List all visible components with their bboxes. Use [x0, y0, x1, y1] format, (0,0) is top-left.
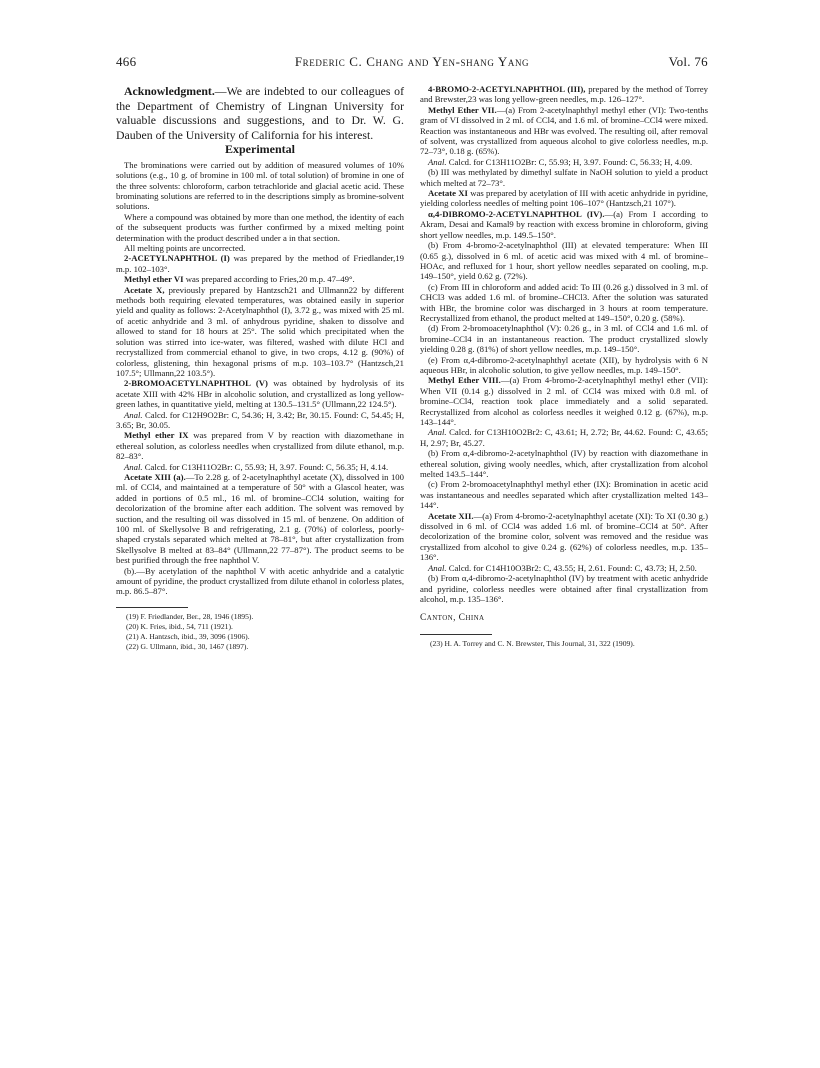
footnote-rule — [420, 634, 492, 635]
compound-heading: 2-ACETYLNAPHTHOL (I) — [124, 253, 230, 264]
footnote: (23) H. A. Torrey and C. N. Brewster, This Journal, 31, 322 (1909). — [430, 638, 635, 648]
analysis: Anal. Calcd. for C13H11O2Br: C, 55.93; H, 3.97. Found: C, 56.35; H, 4.14. — [124, 461, 389, 472]
paragraph: Methyl Ether VIII.—(a) From 4-bromo-2-acetylnaphthyl methyl ether (VII): When VII (0.14 g.) dissolved in 2 ml. of CCl4 was mixed with 0.8 ml. of bromine–CCl4, reaction took place immediately and a solid separated. Recrystallized from alcohol as colorless needles it weighed 0.12 g. (67%), m.p. 143–144°. — [420, 375, 708, 427]
place-signature: Canton, China — [420, 613, 485, 624]
compound-heading: Acetate XI — [428, 188, 468, 199]
section-heading: Experimental — [225, 142, 295, 157]
paragraph: Acetate XIII (a).—To 2.28 g. of 2-acetylnaphthyl acetate (X), dissolved in 100 ml. of CCl4, and maintained at a temperature of 50° with a Glascol heater, was added in portions of 0.5 ml., 16 ml. of bromine–CCl4 solution, waiting for decolorization of the bromine after each addition. The solvent was removed by suction, and the resulting oil was dissolved in 15 ml. of benzene. On addition of 100 ml. of Skellysolve B and refrigerating, 2.1 g. (70%) of colorless, poorly-shaped crystals separated which melted at 78–81°, but after crystallization from Skellysolve B melted at 83–84° (Ullmann,22 77–87°). The product seems to be best purified through the free naphthol V. — [116, 471, 404, 566]
paragraph: Methyl ether IX was prepared from V by reaction with diazomethane in ethereal solution, as colorless needles when crystallized from dilute ethanol, m.p. 82–83°. — [116, 430, 404, 462]
paragraph: Methyl ether VI was prepared according to Fries,20 m.p. 47–49°. — [124, 274, 355, 285]
analysis: Anal. Calcd. for C14H10O3Br2: C, 43.55; H, 2.61. Found: C, 43.73; H, 2.50. — [428, 562, 697, 573]
compound-heading: 4-BROMO-2-ACETYLNAPHTHOL (III), — [428, 84, 586, 94]
paragraph: 2-BROMOACETYLNAPHTHOL (V) was obtained by hydrolysis of its acetate XIII with 42% HBr in alcoholic solution, and crystallized as long yellow-green lathes, in quantitative yield, melting at 130.5–131.5° (Ullmann,22 124.5°). — [116, 378, 404, 410]
compound-heading: Methyl Ether VIII. — [428, 375, 501, 386]
paragraph: (b).—By acetylation of the naphthol V with acetic anhydride and a catalytic amount of pyridine, the product crystallized from dilute ethanol in colorless plates, m.p. 86.5–87°. — [116, 565, 404, 597]
compound-heading: Acetate XII. — [428, 510, 474, 521]
paragraph: (b) From α,4-dibromo-2-acetylnaphthol (IV) by treatment with acetic anhydride and pyridine, colorless needles were obtained after final crystallization from alcohol, m.p. 135–136°. — [420, 573, 708, 604]
paragraph: (b) III was methylated by dimethyl sulfate in NaOH solution to yield a product which melted at 72–73°. — [420, 167, 708, 188]
paragraph: (c) From 2-bromoacetylnaphthyl methyl ether (IX): Bromination in acetic acid was instantaneous and needles separated which after crystallization melted 143–144°. — [420, 479, 708, 511]
running-header — [116, 54, 708, 72]
page-number: 466 — [116, 54, 137, 69]
ack-heading: Acknowledgment. — [124, 84, 215, 98]
compound-heading: Methyl ether IX — [124, 430, 189, 441]
running-title: Frederic C. Chang and Yen-shang Yang — [294, 54, 530, 69]
compound-heading: Acetate XIII (a). — [124, 471, 186, 482]
ack-body: —We are indebted to our colleagues of the Department of Chemistry of Lingnan University for valuable discussions and suggestions, and to Dr. W. G. Dauben of the University of California for his interest. — [116, 84, 404, 142]
paragraph: The brominations were carried out by addition of measured volumes of 10% solutions (e.g., 10 g. of bromine in 100 ml. of total solution) of bromine in one of the three solvents: chloroform, carbon tetrachloride and glacial acetic acid. These brominating solutions are referred to in the descriptions simply as bromine-solvent solutions. — [116, 159, 404, 212]
analysis: Anal. Calcd. for C13H10O2Br2: C, 43.61; H, 2.72; Br, 44.62. Found: C, 43.65; H, 2.97; Br, 45.27. — [420, 427, 708, 448]
paragraph: (b) From α,4-dibromo-2-acetylnaphthol (IV) by reaction with diazomethane in ethereal solution, giving wooly needles, which, after crystallization from alcohol melted 143.5–144°. — [420, 448, 708, 480]
paragraph: Acetate XII.—(a) From 4-bromo-2-acetylnaphthyl acetate (XI): To XI (0.30 g.) dissolved in 6 ml. of CCl4 was added 1.6 ml. of bromine–CCl4 at 50°. After decolorization of the bromine color, solvent was removed and the residue was crystallized from alcohol to give 0.24 g. (62%) of colorless needles, m.p. 135–136°. — [420, 510, 708, 563]
footnote: (20) K. Fries, ibid., 54, 711 (1921). — [126, 621, 233, 631]
footnote-rule — [116, 607, 188, 608]
paragraph: 4-BROMO-2-ACETYLNAPHTHOL (III), prepared by the method of Torrey and Brewster,23 was long yellow-green needles, m.p. 126–127°. — [420, 84, 708, 105]
paragraph: α,4-DIBROMO-2-ACETYLNAPHTHOL (IV).—(a) From I according to Akram, Desai and Kamal9 by reaction with excess bromine in chloroform, giving short yellow needles, m.p. 149.5–150°. — [420, 208, 708, 240]
footnote: (22) G. Ullmann, ibid., 30, 1467 (1897). — [126, 641, 249, 651]
acknowledgment — [116, 84, 404, 142]
left-column — [116, 84, 404, 652]
analysis: Anal. Calcd. for C12H9O2Br: C, 54.36; H, 3.42; Br, 30.15. Found: C, 54.45; H, 3.65; Br, 30.05. — [116, 409, 404, 430]
paragraph: (c) From III in chloroform and added acid: To III (0.26 g.) dissolved in 3 ml. of CHCl3 was added 1.6 ml. of bromine–CHCl3. After the solution was saturated with HBr, the bromine color was discharged in 3 hours at room temperature. Recrystallized from ethanol, the product melted at 149–150°, 0.20 g. (58%). — [420, 281, 708, 323]
paragraph: (b) From 4-bromo-2-acetylnaphthol (III) at elevated temperature: When III (0.65 g.), dissolved in 6 ml. of acetic acid was mixed with 4 ml. of bromine–HOAc, and refluxed for 1 hour, short yellow needles separated on cooling, m.p. 149–150°, yield 0.62 g. (72%). — [420, 240, 708, 282]
paragraph: (e) From α,4-dibromo-2-acetylnaphthyl acetate (XII), by hydrolysis with 6 N aqueous HBr, in alcoholic solution, to give yellow needles, m.p. 149–150°. — [420, 354, 708, 375]
paragraph: Where a compound was obtained by more than one method, the identity of each of the subsequent products was further confirmed by a mixed melting point determination with the product described under a in that section. — [116, 211, 404, 243]
analysis: Anal. Calcd. for C13H11O2Br: C, 55.93; H, 3.97. Found: C, 56.33; H, 4.09. — [428, 156, 693, 167]
paragraph: Acetate XI was prepared by acetylation of III with acetic anhydride in pyridine, yielding colorless needles of melting point 106–107° (Hantzsch,21 107°). — [420, 188, 708, 209]
paragraph: Acetate X, previously prepared by Hantzsch21 and Ullmann22 by different methods both requiring elevated temperatures, was obtained easily in superior yield and quality as follows: 2-Acetylnaphthol (I), 3.72 g., was mixed with 25 ml. of acetic anhydride and 3 ml. of anhydrous pyridine, shaken to dissolve and allowed to stand for 18 hours at 25°. The solid which precipitated when the solution was stirred into ice-water, was filtered, washed with dilute HCl and recrystallized from commercial ethanol to give, in two crops, 4.12 g. (90%) of colorless, glistening, thin hexagonal prisms of m.p. 103–103.7° (Hantzsch,21 107.5°; Ullmann,22 103.5°). — [116, 284, 404, 378]
footnote: (19) F. Friedlander, Ber., 28, 1946 (1895). — [126, 611, 254, 621]
volume-number: Vol. 76 — [668, 54, 708, 69]
paragraph: Methyl Ether VII.—(a) From 2-acetylnaphthyl methyl ether (VI): Two-tenths gram of VI dissolved in 2 ml. of CCl4, and 1.6 ml. of bromine–CCl4 were mixed. Reaction was instantaneous and HBr was evolved. The resulting oil, after removal of solvent, was crystallized from aqueous alcohol to give colorless needles, m.p. 72–73°, 0.18 g. (65%). — [420, 104, 708, 157]
compound-heading: α,4-DIBROMO-2-ACETYLNAPHTHOL (IV). — [428, 208, 605, 219]
compound-heading: Methyl Ether VII. — [428, 104, 497, 115]
footnote: (21) A. Hantzsch, ibid., 39, 3096 (1906). — [126, 631, 250, 641]
compound-heading: Acetate X, — [124, 284, 165, 295]
right-column — [420, 84, 708, 649]
compound-heading: 2-BROMOACETYLNAPHTHOL (V) — [124, 378, 268, 389]
compound-heading: Methyl ether VI — [124, 274, 184, 285]
paragraph: (d) From 2-bromoacetylnaphthol (V): 0.26 g., in 3 ml. of CCl4 and 1.6 ml. of bromine–CCl4 in an instantaneous reaction. The product crystallized slowly yielding 0.28 g. (81%) of short yellow needles, m.p. 149–150°. — [420, 323, 708, 355]
paragraph: All melting points are uncorrected. — [124, 243, 246, 254]
paragraph: 2-ACETYLNAPHTHOL (I) was prepared by the method of Friedlander,19 m.p. 102–103°. — [116, 253, 404, 274]
